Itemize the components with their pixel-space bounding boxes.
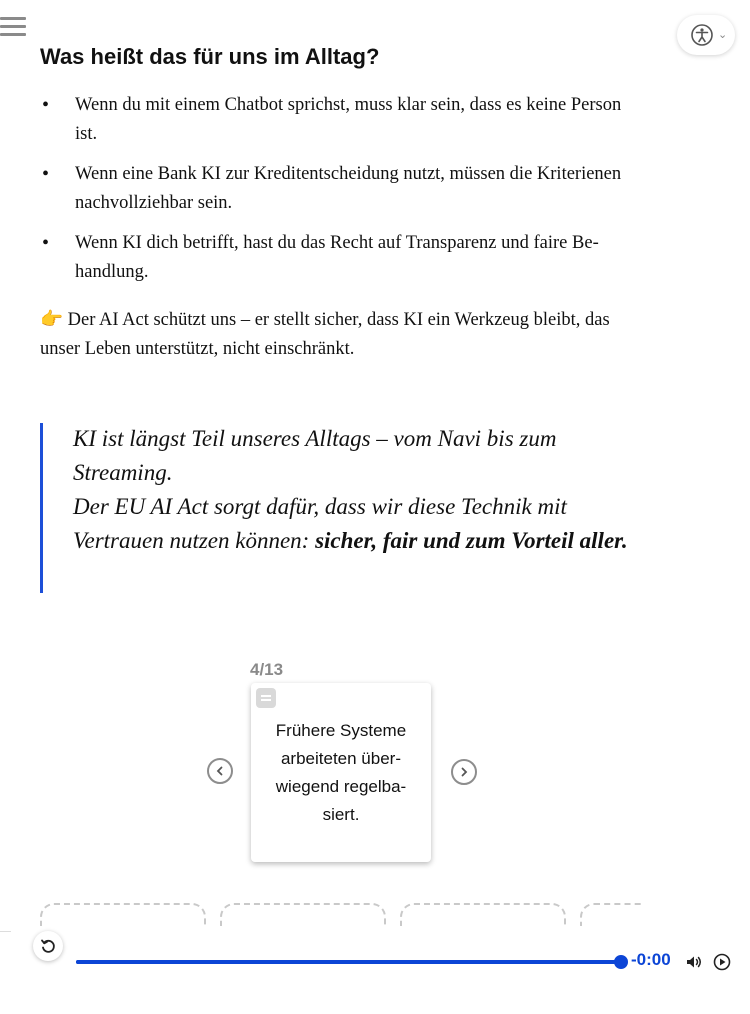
chevron-left-icon <box>214 765 226 777</box>
bullet-list <box>40 91 640 298</box>
time-remaining: -0:00 <box>631 950 671 969</box>
previous-card-button[interactable] <box>207 758 233 784</box>
card-counter: 4/13 <box>250 660 284 679</box>
section-heading: Was heißt das für uns im Alltag? <box>40 44 380 69</box>
list-item: • Wenn KI dich betrifft, hast du das Recht auf Transparenz und faire Behandlung. <box>40 229 640 287</box>
progress-thumb[interactable] <box>614 955 628 969</box>
next-card-button[interactable] <box>451 759 477 785</box>
quote-emphasis: sicher, fair und zum Vorteil aller. <box>315 528 628 553</box>
audio-player <box>0 926 750 1014</box>
volume-icon[interactable] <box>685 953 703 971</box>
playback-speed-icon[interactable] <box>713 953 731 971</box>
replay-icon <box>40 938 56 954</box>
blockquote <box>40 423 643 593</box>
summary-note <box>40 306 640 364</box>
quote-line-2: Der EU AI Act sorgt dafür, dass wir diese Technik mit Vertrauen nutzen können: <box>73 494 567 553</box>
accessibility-button[interactable] <box>677 15 735 55</box>
list-item: • Wenn eine Bank KI zur Kreditentscheidung nutzt, müssen die Kriterienen nachvollziehbar sein. <box>40 160 640 218</box>
drag-handle-icon[interactable] <box>256 688 276 708</box>
chevron-right-icon <box>458 766 470 778</box>
list-item: • Wenn du mit einem Chatbot sprichst, muss klar sein, dass es keine Person ist. <box>40 91 640 149</box>
chevron-down-icon: ⌄ <box>718 28 728 41</box>
quote-line-1: KI ist längst Teil unseres Alltags – vom Navi bis zum Streaming. <box>73 426 557 485</box>
replay-button[interactable] <box>33 931 63 961</box>
progress-bar[interactable] <box>76 960 621 964</box>
accessibility-icon <box>691 24 713 46</box>
divider <box>0 931 11 932</box>
progress-fill <box>76 960 621 964</box>
flashcard[interactable] <box>251 683 431 862</box>
pointing-hand-icon: 👉 <box>40 310 64 330</box>
flashcard-text: Frühere Systeme arbeiteten überwiegend regelbasiert. <box>275 721 407 824</box>
summary-text: Der AI Act schützt uns – er stellt sicher, dass KI ein Werkzeug bleibt, das unser Leben unterstützt, nicht einschränkt. <box>40 310 610 359</box>
menu-icon[interactable] <box>0 17 26 39</box>
